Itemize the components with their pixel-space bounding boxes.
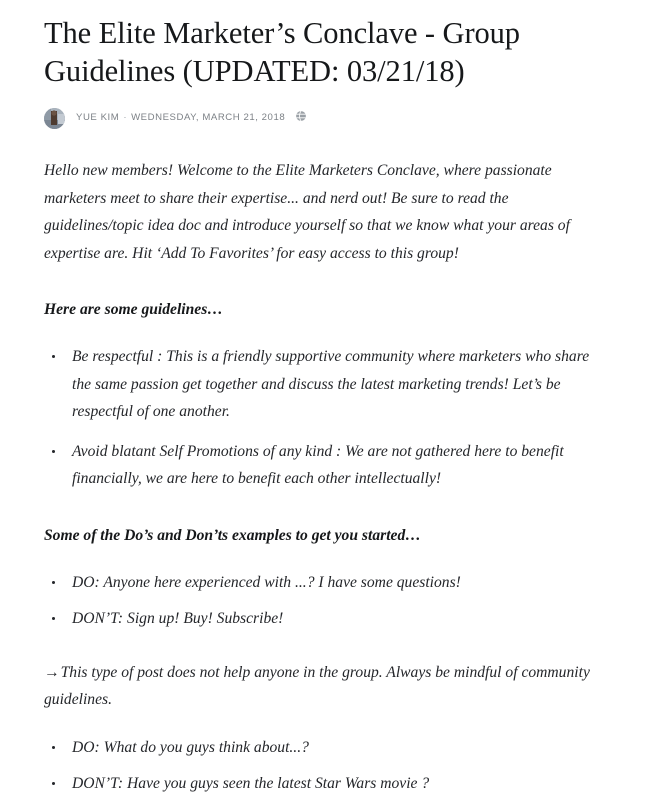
intro-paragraph: Hello new members! Welcome to the Elite Marketers Conclave, where passionate marketers meet to share their expertise... and nerd out! Be sure to read the guidelines/topic idea doc and introduce yourself so that we know what your areas of expertise are. Hit ‘Add To Favorites’ for easy access to this group! bbox=[44, 162, 570, 262]
page-title: The Elite Marketer’s Conclave - Group Guidelines (UPDATED: 03/21/18) bbox=[44, 16, 520, 88]
author-name[interactable]: YUE KIM bbox=[76, 112, 120, 123]
list-item: Avoid blatant Self Promotions of any kind : We are not gathered here to benefit financially, we are here to benefit each other intellectually! bbox=[52, 438, 606, 493]
list-item: DO: What do you guys think about...? bbox=[52, 734, 606, 762]
guidelines-list bbox=[44, 323, 606, 493]
byline-separator: · bbox=[123, 112, 128, 123]
guidelines-heading: Here are some guidelines… bbox=[44, 301, 223, 318]
list-item: DO: Anyone here experienced with ...? I have some questions! bbox=[52, 569, 606, 597]
examples-heading: Some of the Do’s and Don’ts examples to get you started… bbox=[44, 526, 421, 544]
byline bbox=[44, 107, 606, 129]
arrow-note bbox=[44, 633, 606, 714]
post-date: WEDNESDAY, MARCH 21, 2018 bbox=[131, 112, 286, 123]
post-content bbox=[44, 0, 606, 798]
list-item: DON’T: Have you guys seen the latest Star Wars movie ? bbox=[52, 770, 606, 798]
examples-list-one bbox=[44, 549, 606, 633]
examples-list-two bbox=[44, 714, 606, 798]
arrow-icon: → bbox=[44, 663, 59, 681]
byline-meta bbox=[76, 107, 307, 129]
arrow-note-text: This type of post does not help anyone in the group. Always be mindful of community guidelines. bbox=[44, 663, 590, 708]
list-item: Be respectful : This is a friendly supportive community where marketers who share the same passion get together and discuss the latest marketing trends! Let’s be respectful of one another. bbox=[52, 343, 606, 426]
avatar[interactable] bbox=[44, 108, 65, 129]
globe-icon[interactable] bbox=[295, 110, 307, 122]
list-item: DON’T: Sign up! Buy! Subscribe! bbox=[52, 605, 606, 633]
